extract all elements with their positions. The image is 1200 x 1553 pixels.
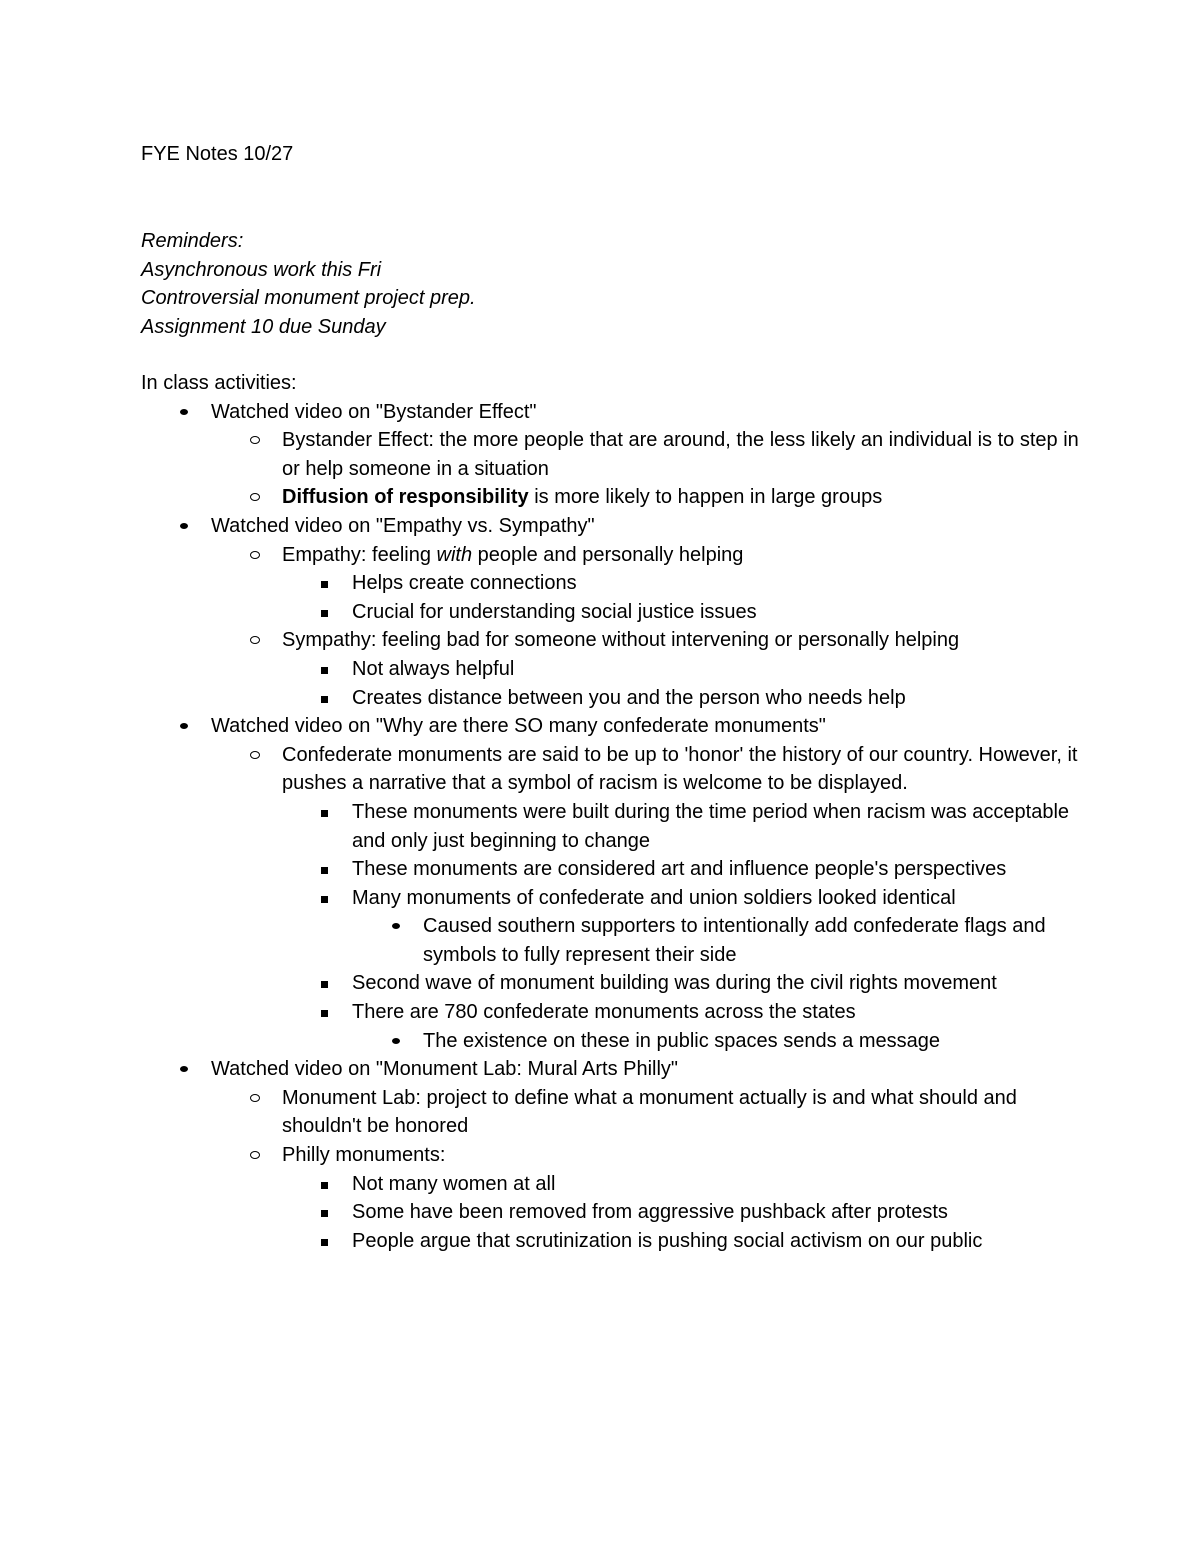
circle-bullet-icon xyxy=(247,483,267,512)
square-bullet-icon xyxy=(317,1170,337,1199)
list-item xyxy=(141,541,1081,570)
list-item xyxy=(141,655,1081,684)
list-item xyxy=(141,969,1081,998)
list-item-text: is more likely to happen in large groups xyxy=(528,486,883,509)
disc-bullet-icon xyxy=(389,1027,409,1056)
activities-heading: In class activities: xyxy=(141,372,297,394)
list-item-text: Sympathy: feeling bad for someone without intervening or personally helping xyxy=(282,629,960,652)
list-item-text: The existence on these in public spaces sends a message xyxy=(423,1029,940,1052)
list-item xyxy=(141,569,1081,598)
list-item-text: Many monuments of confederate and union soldiers looked identical xyxy=(352,886,956,909)
square-bullet-icon xyxy=(317,884,337,913)
list-item xyxy=(141,1170,1081,1199)
activities-block xyxy=(141,369,1081,1255)
list-item-text: Watched video on "Monument Lab: Mural Arts Philly" xyxy=(211,1058,679,1081)
list-item xyxy=(141,684,1081,713)
list-item-text: Crucial for understanding social justice issues xyxy=(352,600,757,623)
list-item xyxy=(141,741,1081,798)
list-item-text: Philly monuments: xyxy=(282,1144,446,1167)
disc-bullet-icon xyxy=(177,712,197,741)
list-item xyxy=(141,798,1081,855)
list-item xyxy=(141,1198,1081,1227)
list-item xyxy=(141,1141,1081,1170)
square-bullet-icon xyxy=(317,598,337,627)
reminder-item: Assignment 10 due Sunday xyxy=(141,315,386,338)
disc-bullet-icon xyxy=(177,398,197,427)
circle-bullet-icon xyxy=(247,741,267,770)
square-bullet-icon xyxy=(317,1198,337,1227)
reminder-item: Asynchronous work this Fri xyxy=(141,258,382,281)
list-item-text: Watched video on "Empathy vs. Sympathy" xyxy=(211,514,595,537)
list-item xyxy=(141,1027,1081,1056)
square-bullet-icon xyxy=(317,684,337,713)
disc-bullet-icon xyxy=(177,512,197,541)
list-item-text: People argue that scrutinization is pushing social activism on our public xyxy=(352,1229,983,1252)
list-item xyxy=(141,912,1081,969)
italic-word: with xyxy=(436,543,473,566)
list-item-text: Monument Lab: project to define what a monument actually is and what should and shouldn't be honored xyxy=(282,1086,1017,1138)
list-item xyxy=(141,483,1081,512)
list-item xyxy=(141,512,1081,541)
list-item xyxy=(141,398,1081,427)
list-item xyxy=(141,712,1081,741)
list-item-text: Creates distance between you and the person who needs help xyxy=(352,686,906,709)
square-bullet-icon xyxy=(317,1227,337,1256)
disc-bullet-icon xyxy=(177,1055,197,1084)
circle-bullet-icon xyxy=(247,541,267,570)
square-bullet-icon xyxy=(317,569,337,598)
disc-bullet-icon xyxy=(389,912,409,941)
list-item-text: Not always helpful xyxy=(352,657,515,680)
square-bullet-icon xyxy=(317,855,337,884)
list-item xyxy=(141,1084,1081,1141)
square-bullet-icon xyxy=(317,798,337,827)
square-bullet-icon xyxy=(317,655,337,684)
reminder-item: Controversial monument project prep. xyxy=(141,287,476,310)
list-item-text: Bystander Effect: the more people that are around, the less likely an individual is to step in or help someone in a situation xyxy=(282,429,1079,480)
list-item-text: Some have been removed from aggressive pushback after protests xyxy=(352,1201,948,1224)
list-item xyxy=(141,1055,1081,1084)
list-item xyxy=(141,1227,1081,1256)
list-item-text: Second wave of monument building was during the civil rights movement xyxy=(352,972,997,995)
bold-term: Diffusion of responsibility xyxy=(282,486,529,509)
list-item-text: Watched video on "Bystander Effect" xyxy=(211,400,537,423)
list-item-text: Not many women at all xyxy=(352,1172,556,1195)
list-item-text: people and personally helping xyxy=(472,543,744,566)
list-item xyxy=(141,626,1081,655)
list-item-text: Empathy: feeling xyxy=(282,543,437,566)
circle-bullet-icon xyxy=(247,626,267,655)
list-item xyxy=(141,884,1081,913)
list-item xyxy=(141,426,1081,483)
list-item-text: These monuments were built during the time period when racism was acceptable and only just beginning to change xyxy=(352,800,1070,852)
list-item-text: Confederate monuments are said to be up to 'honor' the history of our country. However, it pushes a narrative that a symbol of racism is welcome to be displayed. xyxy=(282,743,1078,795)
list-item xyxy=(141,598,1081,627)
list-item-text: There are 780 confederate monuments across the states xyxy=(352,1001,856,1024)
list-item-text: Helps create connections xyxy=(352,572,577,595)
circle-bullet-icon xyxy=(247,1141,267,1170)
square-bullet-icon xyxy=(317,969,337,998)
reminders-heading: Reminders: xyxy=(141,230,244,252)
page-title: FYE Notes 10/27 xyxy=(141,143,294,165)
list-item-text: These monuments are considered art and influence people's perspectives xyxy=(352,858,1007,881)
list-item-text: Caused southern supporters to intentionally add confederate flags and symbols to fully represent their side xyxy=(423,915,1046,966)
reminders-block xyxy=(141,227,476,341)
list-item xyxy=(141,998,1081,1027)
square-bullet-icon xyxy=(317,998,337,1027)
circle-bullet-icon xyxy=(247,1084,267,1113)
circle-bullet-icon xyxy=(247,426,267,455)
list-item-text: Watched video on "Why are there SO many confederate monuments" xyxy=(211,715,826,738)
list-item xyxy=(141,855,1081,884)
